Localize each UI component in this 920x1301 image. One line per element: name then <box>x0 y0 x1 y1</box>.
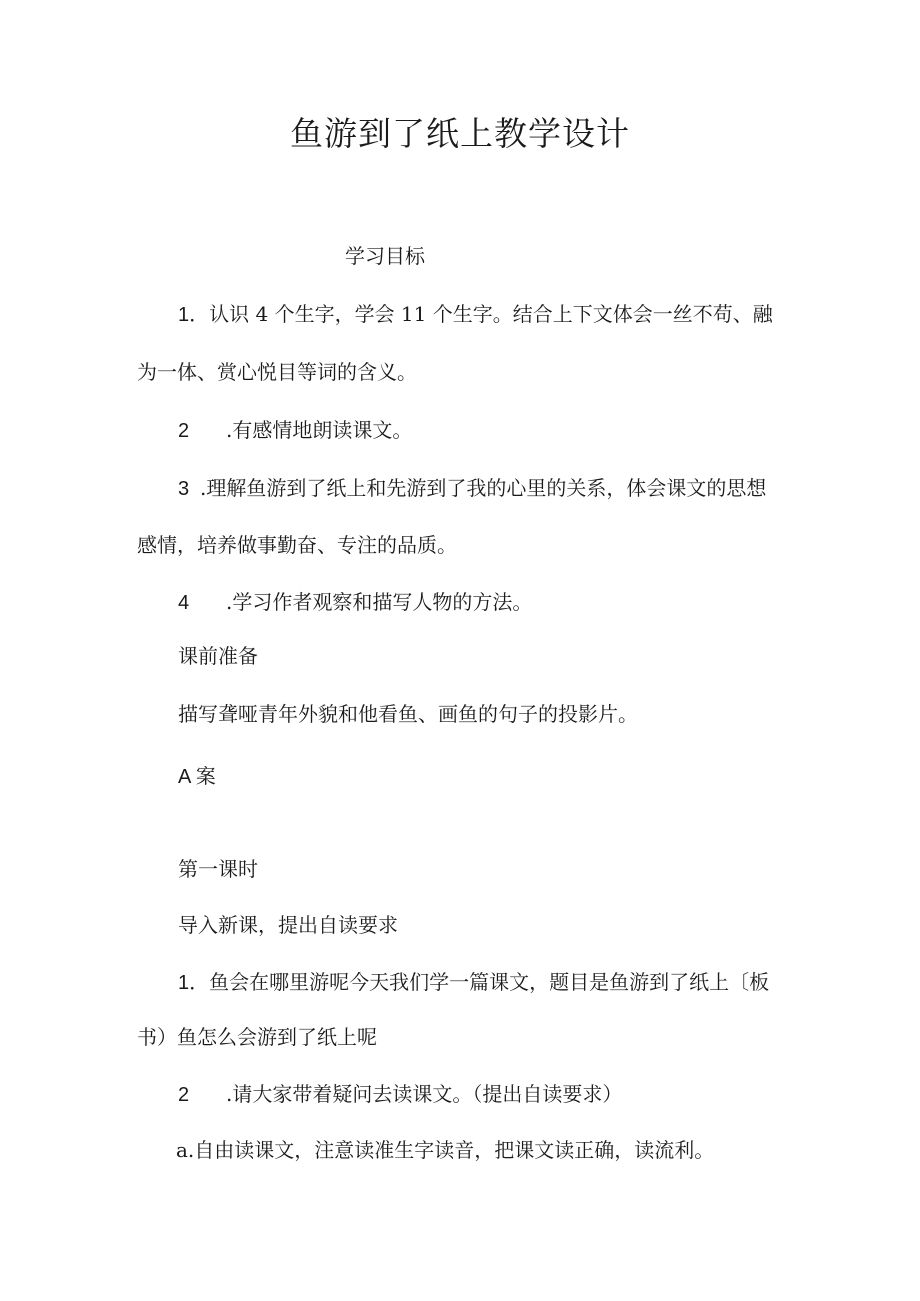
prep-heading: 课前准备 <box>178 644 258 668</box>
objectives-heading: 学习目标 <box>345 244 425 268</box>
objective-4-number: 4 <box>178 592 190 614</box>
page-title: 鱼游到了纸上教学设计 <box>290 114 630 153</box>
objective-2 <box>178 418 412 443</box>
objective-1-continuation: 为一体、赏心悦目等词的含义。 <box>137 360 417 384</box>
objective-3-text: .理解鱼游到了纸上和先游到了我的心里的关系，体会课文的思想 <box>200 476 767 500</box>
step-2-text: .请大家带着疑问去读课文。（提出自读要求） <box>226 1082 623 1106</box>
objective-4-text: .学习作者观察和描写人物的方法。 <box>226 590 533 614</box>
objective-1 <box>178 302 773 327</box>
objective-3-number: 3 <box>178 478 190 500</box>
step-1-number: 1 <box>178 972 190 994</box>
step-2-number: 2 <box>178 1084 190 1106</box>
sub-item-a: a.自由读课文，注意读准生字读音，把课文读正确，读流利。 <box>176 1138 715 1162</box>
step-1-text: ．鱼会在哪里游呢今天我们学一篇课文，题目是鱼游到了纸上〔板 <box>189 970 770 994</box>
step-1-continuation: 书）鱼怎么会游到了纸上呢 <box>137 1025 377 1049</box>
prep-text: 描写聋哑青年外貌和他看鱼、画鱼的句子的投影片。 <box>178 702 638 726</box>
intro-heading: 导入新课，提出自读要求 <box>178 913 398 937</box>
step-1 <box>178 970 769 995</box>
step-2 <box>178 1082 622 1107</box>
objective-2-text: .有感情地朗读课文。 <box>226 418 413 442</box>
objective-3-continuation: 感情，培养做事勤奋、专注的品质。 <box>137 533 457 557</box>
objective-1-number: 1 <box>178 304 190 326</box>
objective-1-text: ．认识 4 个生字，学会 11 个生字。结合上下文体会一丝不苟、融 <box>189 302 773 326</box>
objective-4 <box>178 590 532 615</box>
plan-label: A 案 <box>178 766 216 788</box>
lesson-heading: 第一课时 <box>178 857 258 881</box>
objective-3 <box>178 476 766 501</box>
objective-2-number: 2 <box>178 420 190 442</box>
